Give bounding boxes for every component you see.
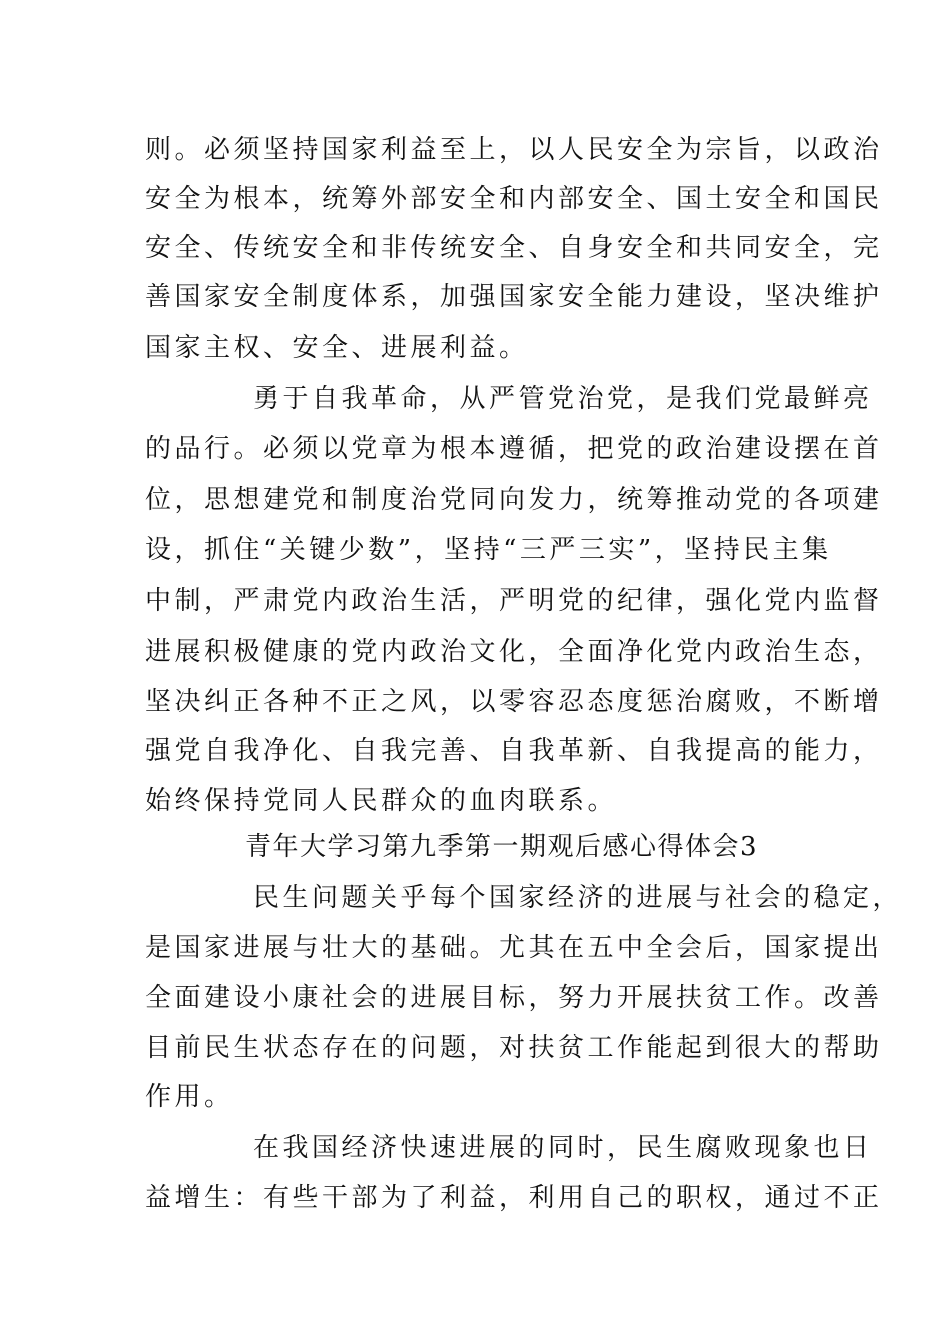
text-line: 目前民生状态存在的问题，对扶贫工作能起到很大的帮助 <box>145 1033 883 1063</box>
text-line: 作用。 <box>145 1082 234 1112</box>
text-line: 则。必须坚持国家利益至上，以人民安全为宗旨，以政治 <box>145 135 883 165</box>
text-line: 善国家安全制度体系，加强国家安全能力建设，坚决维护 <box>145 282 883 312</box>
paragraph-first-line: 勇于自我革命，从严管党治党，是我们党最鲜亮 <box>253 384 873 414</box>
text-line: 中制，严肃党内政治生活，严明党的纪律，强化党内监督 <box>145 586 883 616</box>
text-line: 安全、传统安全和非传统安全、自身安全和共同安全，完 <box>145 233 883 263</box>
paragraph-first-line: 民生问题关乎每个国家经济的进展与社会的稳定， <box>253 883 903 913</box>
text-line: 始终保持党同人民群众的血肉联系。 <box>145 786 618 816</box>
text-line: 位，思想建党和制度治党同向发力，统筹推动党的各项建 <box>145 485 883 515</box>
text-line: 是国家进展与壮大的基础。尤其在五中全会后，国家提出 <box>145 933 883 963</box>
text-line: 安全为根本，统筹外部安全和内部安全、国土安全和国民 <box>145 184 883 214</box>
text-line: 坚决纠正各种不正之风，以零容忍态度惩治腐败，不断增 <box>145 687 883 717</box>
text-line: 进展积极健康的党内政治文化，全面净化党内政治生态， <box>145 637 883 667</box>
text-line: 强党自我净化、自我完善、自我革新、自我提高的能力， <box>145 736 883 766</box>
text-line: 设，抓住“关键少数”，坚持“三严三实”，坚持民主集 <box>145 535 832 565</box>
section-heading: 青年大学习第九季第一期观后感心得体会3 <box>245 832 759 862</box>
text-line: 国家主权、安全、进展利益。 <box>145 333 529 363</box>
paragraph-first-line: 在我国经济快速进展的同时，民生腐败现象也日 <box>253 1133 873 1163</box>
text-line: 的品行。必须以党章为根本遵循，把党的政治建设摆在首 <box>145 434 883 464</box>
text-line: 益增生：有些干部为了利益，利用自己的职权，通过不正 <box>145 1183 883 1213</box>
text-line: 全面建设小康社会的进展目标，努力开展扶贫工作。改善 <box>145 983 883 1013</box>
